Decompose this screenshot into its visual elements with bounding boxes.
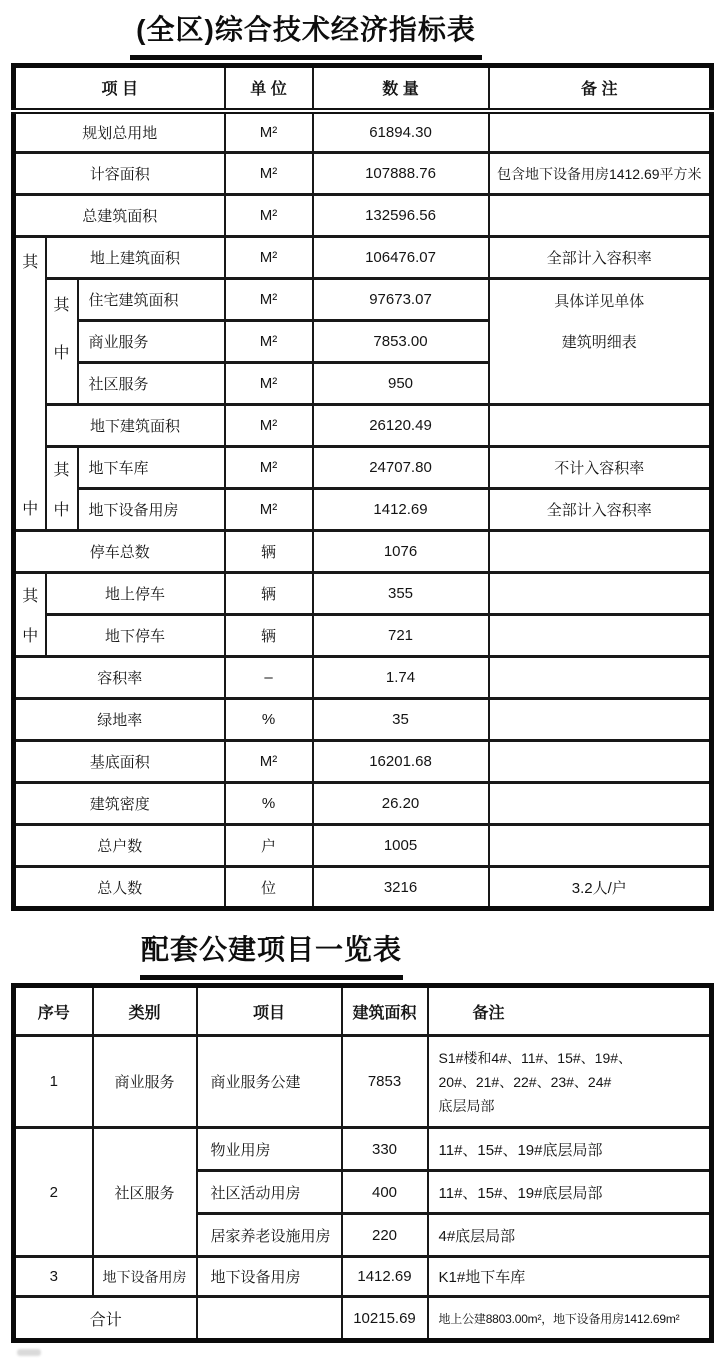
area-cell: 7853: [342, 1036, 428, 1128]
qty-cell: 61894.30: [313, 111, 489, 153]
remark-merged-cell: [489, 279, 712, 405]
category-cell: 社区服务: [93, 1128, 197, 1257]
qty-cell: 7853.00: [313, 321, 489, 363]
remark-cell: [489, 405, 712, 447]
item-cell: 社区服务: [78, 363, 225, 405]
area-cell: 400: [342, 1171, 428, 1214]
qty-cell: 107888.76: [313, 153, 489, 195]
unit-cell: 位: [225, 867, 313, 909]
qizhong-qi-label: 其: [22, 588, 39, 605]
table-row: [14, 1036, 712, 1128]
table-row: [14, 783, 712, 825]
table-header-row: [14, 986, 712, 1036]
item-cell: 绿地率: [14, 699, 225, 741]
qizhong-zhong-label: 中: [53, 344, 70, 362]
remark-cell: [489, 699, 712, 741]
remark-line: 具体详见单体: [554, 292, 645, 310]
unit-cell: 户: [225, 825, 313, 867]
item-cell: 社区活动用房: [197, 1171, 342, 1214]
qizhong-qi-label: 其: [53, 296, 70, 314]
item-cell: 物业用房: [197, 1128, 342, 1171]
qty-cell: 1076: [313, 531, 489, 573]
item-cell: 地下车库: [78, 447, 225, 489]
qizhong-outer-cell: [14, 237, 46, 531]
table-row: [14, 111, 712, 153]
remark-line: 建筑明细表: [561, 333, 637, 351]
remark-cell: 地上公建8803.00m²，地下设备用房1412.69m²: [428, 1297, 712, 1341]
qty-cell: 950: [313, 363, 489, 405]
table-header-row: [14, 66, 712, 111]
remark-cell: 11#、15#、19#底层局部: [428, 1128, 712, 1171]
table-row: [14, 195, 712, 237]
header-unit: 单 位: [225, 66, 313, 111]
header-qty: 数 量: [313, 66, 489, 111]
item-cell: 规划总用地: [14, 111, 225, 153]
table-row: [14, 405, 712, 447]
remark-cell: K1#地下车库: [428, 1257, 712, 1297]
remark-cell: 11#、15#、19#底层局部: [428, 1171, 712, 1214]
qty-cell: 97673.07: [313, 279, 489, 321]
qty-cell: 721: [313, 615, 489, 657]
item-cell: 住宅建筑面积: [78, 279, 225, 321]
item-cell: 居家养老设施用房: [197, 1214, 342, 1257]
facilities-table: [11, 983, 714, 1343]
remark-cell: [489, 741, 712, 783]
table-row: [14, 867, 712, 909]
unit-cell: 辆: [225, 573, 313, 615]
item-cell: 总户数: [14, 825, 225, 867]
item-cell: 地下建筑面积: [46, 405, 225, 447]
unit-cell: M²: [225, 489, 313, 531]
item-cell: 地上建筑面积: [46, 237, 225, 279]
serial-cell: 1: [14, 1036, 93, 1128]
item-cell: 总建筑面积: [14, 195, 225, 237]
table-row: [14, 153, 712, 195]
unit-cell: M²: [225, 279, 313, 321]
item-cell: 总人数: [14, 867, 225, 909]
unit-cell: –: [225, 657, 313, 699]
item-cell: 容积率: [14, 657, 225, 699]
area-cell: 220: [342, 1214, 428, 1257]
remark-cell: 不计入容积率: [489, 447, 712, 489]
unit-cell: M²: [225, 363, 313, 405]
table-row: [14, 531, 712, 573]
header-area: 建筑面积: [342, 986, 428, 1036]
area-cell: 1412.69: [342, 1257, 428, 1297]
table-row: [14, 279, 712, 321]
table-row: [14, 1257, 712, 1297]
table-row: [14, 237, 712, 279]
category-cell: 商业服务: [93, 1036, 197, 1128]
qizhong-qi-label: 其: [22, 253, 39, 271]
item-cell: 地上停车: [46, 573, 225, 615]
remark-cell: [489, 531, 712, 573]
item-cell: 地下设备用房: [197, 1257, 342, 1297]
unit-cell: 辆: [225, 531, 313, 573]
table-row: [14, 1128, 712, 1171]
header-serial: 序号: [14, 986, 93, 1036]
unit-cell: M²: [225, 195, 313, 237]
qizhong-outer-cell: [14, 573, 46, 657]
qty-cell: 106476.07: [313, 237, 489, 279]
indicators-table-title: (全区)综合技术经济指标表: [130, 8, 482, 60]
scan-artifact: [17, 1349, 41, 1356]
header-remark: 备注: [428, 986, 712, 1036]
table-row: [14, 825, 712, 867]
qty-cell: 16201.68: [313, 741, 489, 783]
qizhong-inner-cell: [46, 447, 78, 531]
item-cell: 地下停车: [46, 615, 225, 657]
remark-line: S1#楼和4#、11#、15#、19#、: [438, 1050, 633, 1066]
remark-cell: [489, 657, 712, 699]
qty-cell: 26.20: [313, 783, 489, 825]
table-row: [14, 489, 712, 531]
unit-cell: 辆: [225, 615, 313, 657]
unit-cell: M²: [225, 237, 313, 279]
item-cell: 计容面积: [14, 153, 225, 195]
unit-cell: M²: [225, 447, 313, 489]
total-row: [14, 1297, 712, 1341]
remark-cell: 包含地下设备用房1412.69平方米: [489, 153, 712, 195]
qty-cell: 24707.80: [313, 447, 489, 489]
item-cell: 商业服务: [78, 321, 225, 363]
serial-cell: 3: [14, 1257, 93, 1297]
qty-cell: 26120.49: [313, 405, 489, 447]
unit-cell: M²: [225, 741, 313, 783]
indicators-table: [11, 63, 714, 911]
item-cell: [197, 1297, 342, 1341]
qizhong-zhong-label: 中: [22, 628, 39, 645]
total-label-cell: 合计: [14, 1297, 197, 1341]
qizhong-qi-label: 其: [53, 462, 70, 479]
remark-cell: [489, 615, 712, 657]
unit-cell: %: [225, 783, 313, 825]
remark-cell: [489, 195, 712, 237]
table-row: [14, 741, 712, 783]
table-row: [14, 615, 712, 657]
remark-cell: 3.2人/户: [489, 867, 712, 909]
qty-cell: 3216: [313, 867, 489, 909]
area-cell: 10215.69: [342, 1297, 428, 1341]
remark-cell: 全部计入容积率: [489, 237, 712, 279]
qty-cell: 1.74: [313, 657, 489, 699]
remark-cell: 全部计入容积率: [489, 489, 712, 531]
header-item: 项目: [197, 986, 342, 1036]
header-category: 类别: [93, 986, 197, 1036]
item-cell: 基底面积: [14, 741, 225, 783]
remark-cell: [428, 1036, 712, 1128]
item-cell: 建筑密度: [14, 783, 225, 825]
qty-cell: 1412.69: [313, 489, 489, 531]
item-cell: 商业服务公建: [197, 1036, 342, 1128]
item-cell: 停车总数: [14, 531, 225, 573]
category-cell: 地下设备用房: [93, 1257, 197, 1297]
unit-cell: M²: [225, 405, 313, 447]
item-cell: 地下设备用房: [78, 489, 225, 531]
qty-cell: 355: [313, 573, 489, 615]
qty-cell: 132596.56: [313, 195, 489, 237]
table-row: [14, 447, 712, 489]
table-row: [14, 699, 712, 741]
qizhong-inner-cell: [46, 279, 78, 405]
remark-line: 20#、21#、22#、23#、24#: [438, 1074, 612, 1090]
remark-cell: 4#底层局部: [428, 1214, 712, 1257]
table-row: [14, 573, 712, 615]
serial-cell: 2: [14, 1128, 93, 1257]
area-cell: 330: [342, 1128, 428, 1171]
qizhong-zhong-label: 中: [53, 502, 70, 519]
remark-cell: [489, 111, 712, 153]
unit-cell: M²: [225, 111, 313, 153]
remark-cell: [489, 783, 712, 825]
remark-line: 底层局部: [438, 1098, 495, 1114]
header-item: 项 目: [14, 66, 225, 111]
unit-cell: %: [225, 699, 313, 741]
remark-cell: [489, 573, 712, 615]
header-remark: 备 注: [489, 66, 712, 111]
qty-cell: 35: [313, 699, 489, 741]
table-row: [14, 657, 712, 699]
qty-cell: 1005: [313, 825, 489, 867]
unit-cell: M²: [225, 321, 313, 363]
qizhong-zhong-label: 中: [22, 500, 39, 518]
facilities-table-title: 配套公建项目一览表: [140, 928, 403, 980]
remark-cell: [489, 825, 712, 867]
unit-cell: M²: [225, 153, 313, 195]
